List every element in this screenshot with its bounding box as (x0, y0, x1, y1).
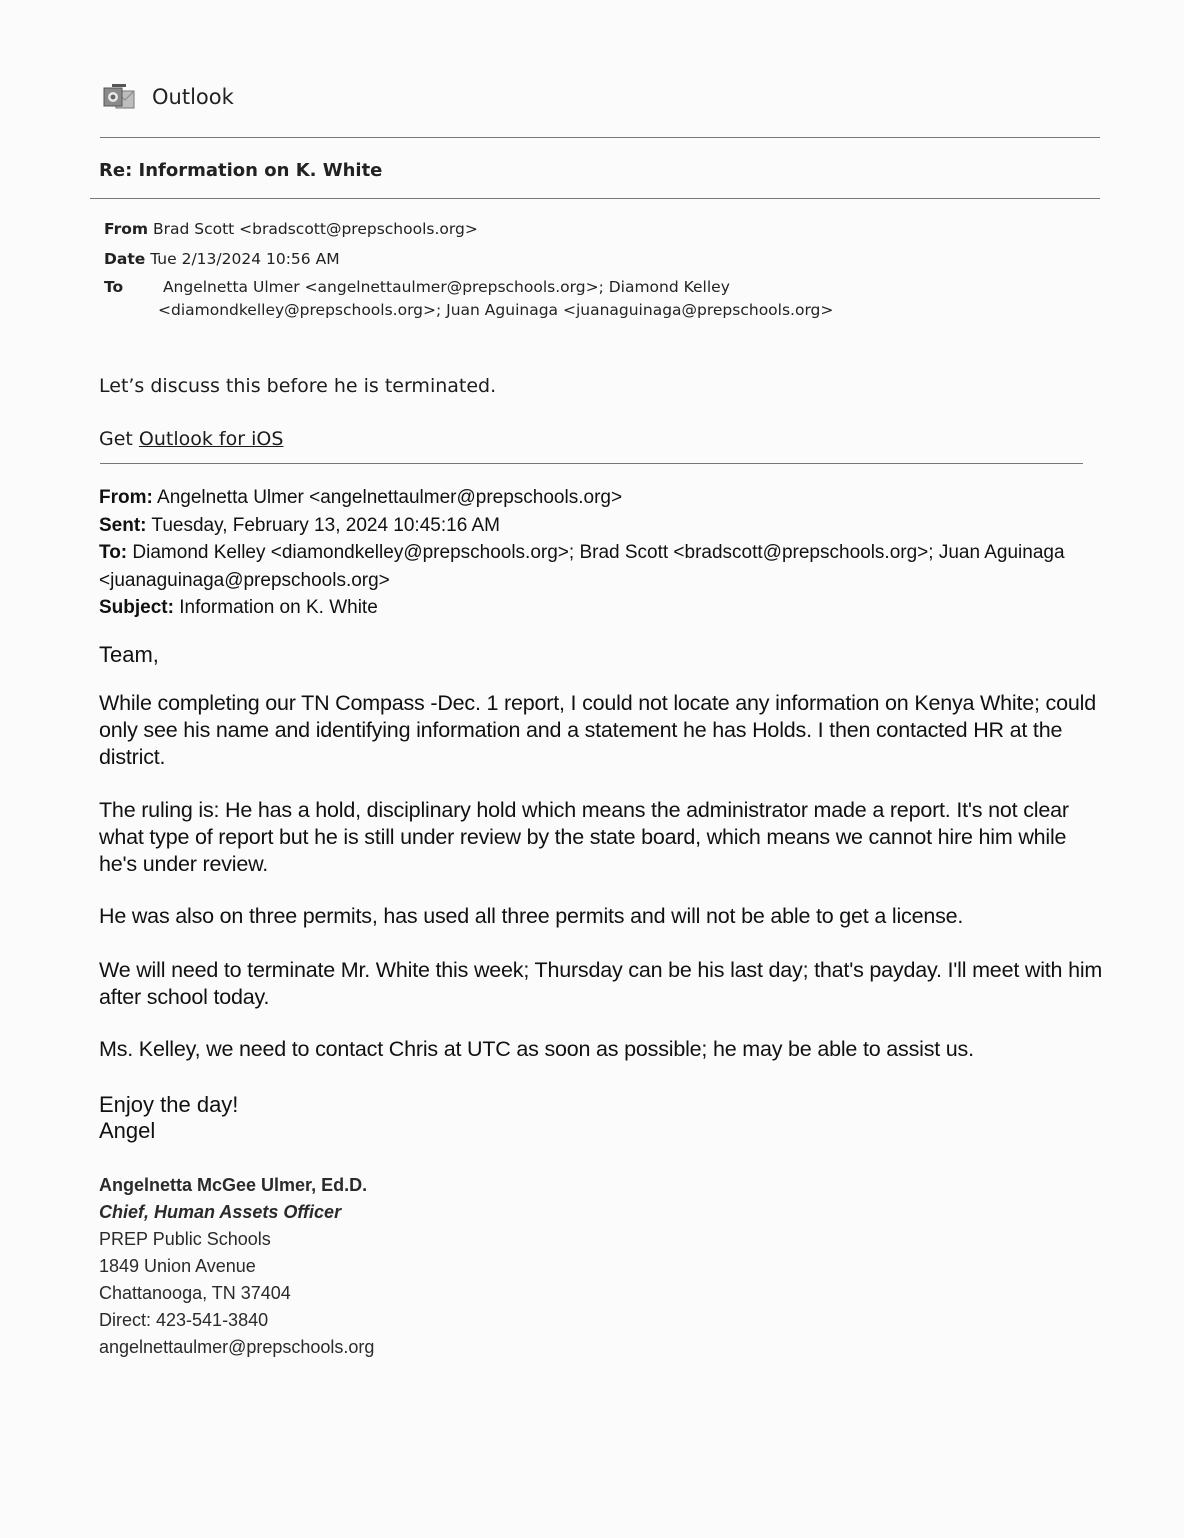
paragraph: The ruling is: He has a hold, disciplinary hold which means the administrator made a report. It's not clear what type of report but he is still under review by the state board, which means we cannot hire him while he's under review. (99, 798, 1069, 876)
orig-sent (99, 512, 1109, 540)
header-date (104, 250, 340, 268)
orig-sent-value: Tuesday, February 13, 2024 10:45:16 AM (146, 514, 500, 536)
to-value-continued[interactable]: <diamondkelley@prepschools.org>; Juan Aguinaga <juanaguinaga@prepschools.org> (158, 301, 834, 319)
orig-from-label: From: (99, 487, 153, 508)
orig-to-label: To: (99, 542, 128, 563)
reply-body: Let’s discuss this before he is terminated. (99, 375, 497, 397)
orig-from (99, 484, 1109, 512)
paragraph: He was also on three permits, has used all three permits and will not be able to get a license. (99, 904, 964, 928)
app-header (102, 82, 234, 112)
divider (100, 463, 1083, 464)
app-name: Outlook (152, 85, 234, 109)
date-value: Tue 2/13/2024 10:56 AM (150, 250, 340, 268)
orig-from-value: Angelnetta Ulmer <angelnettaulmer@prepschools.org> (152, 487, 623, 508)
sender-nickname: Angel (99, 1118, 156, 1143)
to-value[interactable]: Angelnetta Ulmer <angelnettaulmer@prepschools.org>; Diamond Kelley (162, 278, 730, 296)
header-to-continued (158, 301, 833, 319)
original-message-header (99, 484, 1109, 622)
paragraph: Ms. Kelley, we need to contact Chris at UTC as soon as possible; he may be able to assist us. (99, 1037, 974, 1061)
orig-subject-value: Information on K. White (173, 597, 378, 618)
signature-address-street: 1849 Union Avenue (99, 1256, 256, 1276)
signature-address-city: Chattanooga, TN 37404 (99, 1283, 291, 1303)
paragraph: While completing our TN Compass -Dec. 1 report, I could not locate any information on Kenya White; could only see his name and identifying information and a statement he has Holds. I then contacted HR at the district. (99, 691, 1096, 769)
divider (100, 137, 1100, 138)
outlook-for-ios-link[interactable]: Outlook for iOS (138, 428, 284, 450)
signature-title: Chief, Human Assets Officer (99, 1202, 342, 1222)
signature-block (99, 1172, 374, 1361)
mobile-footer (99, 428, 283, 450)
orig-sent-label: Sent: (99, 514, 147, 536)
outlook-icon (102, 82, 136, 112)
orig-subject-label: Subject: (99, 597, 174, 618)
date-label: Date (104, 250, 146, 268)
signature-org: PREP Public Schools (99, 1229, 271, 1249)
orig-to-value: Diamond Kelley <diamondkelley@prepschools.org>; Brad Scott <bradscott@prepschools.org>; Juan Aguinaga <juanaguinaga@prepschools.org> (99, 542, 1065, 591)
orig-subject (99, 594, 1109, 622)
greeting: Team, (99, 642, 159, 667)
header-to (104, 278, 730, 296)
paragraph: We will need to terminate Mr. White this week; Thursday can be his last day; that's payday. I'll meet with him after school today. (99, 958, 1103, 1009)
signature-email[interactable]: angelnettaulmer@prepschools.org (99, 1337, 375, 1357)
signature-name: Angelnetta McGee Ulmer, Ed.D. (99, 1175, 368, 1195)
from-value[interactable]: Brad Scott <bradscott@prepschools.org> (152, 220, 478, 238)
to-label: To (104, 278, 124, 296)
from-label: From (104, 220, 149, 238)
divider (90, 198, 1100, 199)
signature-phone: Direct: 423-541-3840 (99, 1310, 269, 1330)
footer-prefix: Get (99, 428, 139, 450)
orig-to (99, 539, 1109, 594)
header-from (104, 220, 478, 238)
email-subject: Re: Information on K. White (99, 160, 383, 181)
closing: Enjoy the day! (99, 1092, 239, 1117)
